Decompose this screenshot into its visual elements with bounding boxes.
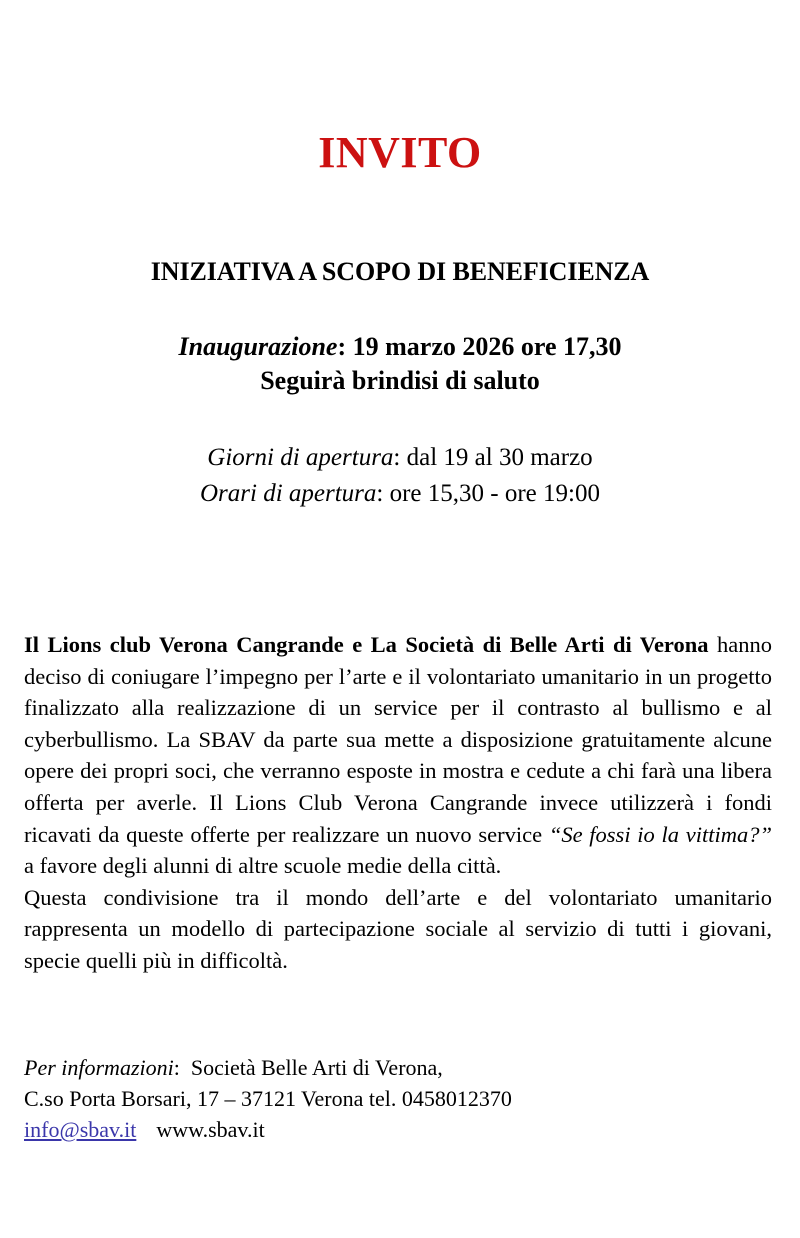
footer-info-colon: : xyxy=(173,1055,180,1080)
page-title: INVITO xyxy=(318,128,482,177)
inauguration-colon: : xyxy=(337,332,353,361)
open-hours-value: ore 15,30 - ore 19:00 xyxy=(389,480,600,507)
subtitle-heading: INIZIATIVA A SCOPO DI BENEFICIENZA xyxy=(150,257,650,286)
open-days-label: Giorni di apertura xyxy=(207,444,394,471)
inauguration-block xyxy=(0,330,800,399)
open-hours-line xyxy=(0,476,800,512)
service-quote: “Se fossi io la vittima?” xyxy=(548,821,772,847)
body-text xyxy=(24,629,772,977)
inauguration-label: Inaugurazione xyxy=(178,332,338,361)
body-paragraph-2: Questa condivisione tra il mondo dell’arte e del volontariato umanitario rappresenta un modello di partecipazione sociale al servizio di tutti i giovani, specie quelli più in difficoltà. xyxy=(24,884,772,973)
inauguration-value: 19 marzo 2026 ore 17,30 xyxy=(352,332,622,361)
footer-organization: Società Belle Arti di Verona, xyxy=(190,1055,443,1080)
body-lead-sentence: Il Lions club Verona Cangrande e La Società di Belle Arti di Verona xyxy=(24,632,709,657)
email-link[interactable]: info@sbav.it xyxy=(24,1117,137,1142)
footer-links-line xyxy=(24,1114,772,1145)
footer-address: C.so Porta Borsari, 17 – 37121 Verona tel. 0458012370 xyxy=(24,1086,512,1111)
footer-contact-block xyxy=(24,1052,772,1145)
footer-info-label: Per informazioni xyxy=(24,1055,174,1080)
open-hours-colon: : xyxy=(376,480,390,507)
toast-line: Seguirà brindisi di saluto xyxy=(260,366,540,396)
body-paragraph-1-part-2: a favore degli alunni di altre scuole medie della città. xyxy=(24,853,502,879)
open-days-line xyxy=(0,440,800,476)
open-days-colon: : xyxy=(393,444,407,471)
body-paragraph-1-part-1: hanno deciso di coniugare l’impegno per l’arte e il volontariato umanitario in un progetto finalizzato alla realizzazione di un service per il contrasto al bullismo e al cyberbullismo. La SBAV da parte sua mette a disposizione gratuitamente alcune opere dei propri soci, che verranno esposte in mostra e cedute a chi farà una libera offerta per averle. Il Lions Club Verona Cangrande invece utilizzerà i fondi ricavati da queste offerte per realizzare un nuovo service xyxy=(24,632,772,847)
footer-info-line xyxy=(24,1052,772,1083)
opening-block xyxy=(0,440,800,512)
open-hours-label: Orari di apertura xyxy=(200,480,377,507)
open-days-value: dal 19 al 30 marzo xyxy=(406,444,593,471)
inauguration-line xyxy=(0,330,800,364)
body-paragraph-1 xyxy=(24,629,772,882)
website-text: www.sbav.it xyxy=(156,1117,265,1142)
